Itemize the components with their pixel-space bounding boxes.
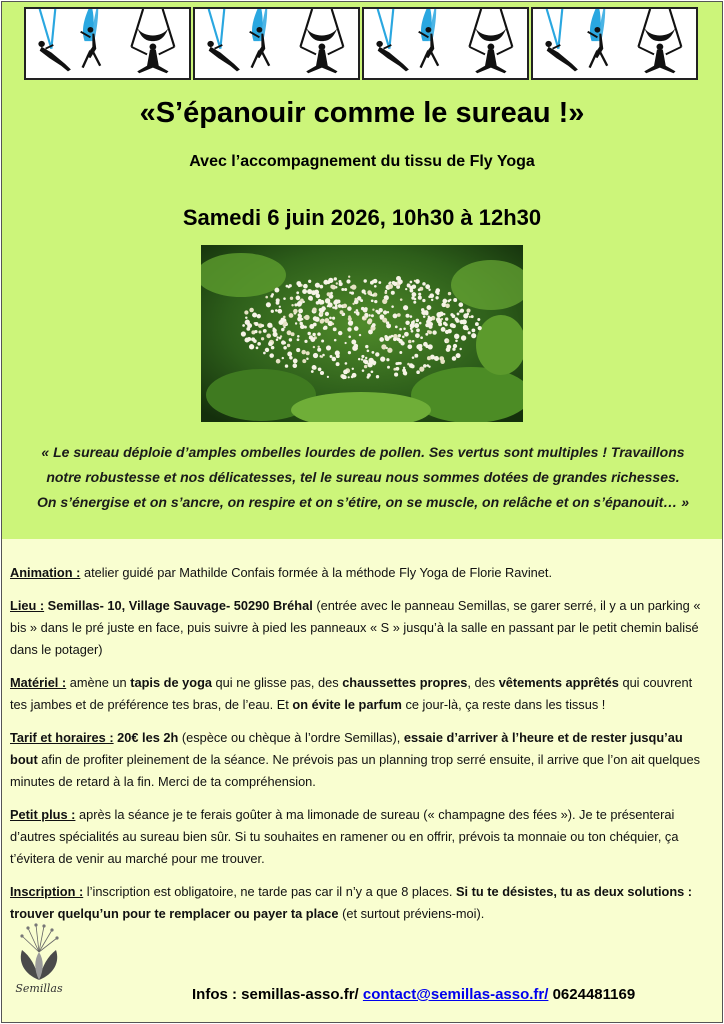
tarif-text: afin de profiter pleinement de la séance. Ne prévois pas un planning trop serré ensuite, il arrive que l’on ait quelques minutes de retard à la fin. Merci de ta compréhension. [10, 752, 701, 789]
semillas-logo [10, 922, 68, 1007]
flyer-page [1, 1, 723, 1023]
quote-line: « Le sureau déploie d’amples ombelles lourdes de pollen. Ses vertus sont multiples ! Travaillons [41, 444, 685, 460]
footer-phone: 0624481169 [548, 986, 636, 1003]
aerial-yoga-banner-icon [531, 7, 698, 80]
materiel-bold: tapis de yoga [130, 675, 212, 690]
semillas-logo-icon [10, 922, 68, 982]
inscription-bold: Si tu te désistes, tu as deux solutions : trouver quelqu’un pour te remplacer ou payer ta place [10, 884, 693, 921]
animation-paragraph [10, 562, 708, 584]
lieu-label: Lieu : [10, 598, 45, 613]
tarif-bold: essaie d’arriver à l’heure et de rester jusqu’au bout [10, 730, 683, 767]
materiel-paragraph [10, 672, 708, 716]
lieu-text: (entrée avec le panneau Semillas, se garer serré, il y a un parking « bis » dans le pré juste en face, puis suivre à pied les panneaux « S » jusqu’à la salle en passant par le petit chemin balisé dans le potager) [10, 598, 701, 657]
inscription-text: l’inscription est obligatoire, ne tarde pas car il n’y a que 8 places. [83, 884, 456, 899]
page-subtitle: Avec l’accompagnement du tissu de Fly Yoga [189, 153, 535, 170]
materiel-text: , des [467, 675, 499, 690]
tarif-text: (espèce ou chèque à l’ordre Semillas), [178, 730, 404, 745]
footer-website[interactable]: Infos : semillas-asso.fr/ [192, 986, 363, 1003]
lieu-paragraph [10, 595, 708, 661]
aerial-yoga-banner [24, 7, 698, 80]
quote-line: notre robustesse et nos délicatesses, tel le sureau nous sommes dotées de grandes richesses. [46, 469, 680, 485]
lieu-address: Semillas- 10, Village Sauvage- 50290 Bréhal [44, 598, 313, 613]
aerial-yoga-banner-icon [362, 7, 529, 80]
elderflower-photo [201, 245, 523, 422]
inscription-label: Inscription : [10, 884, 84, 899]
event-date: Samedi 6 juin 2026, 10h30 à 12h30 [182, 205, 542, 230]
materiel-text: ce jour-là, ça reste dans les tissus ! [401, 697, 606, 712]
inscription-text: (et surtout préviens-moi). [338, 906, 485, 921]
materiel-bold: chaussettes propres [342, 675, 468, 690]
aerial-yoga-banner-icon [24, 7, 191, 80]
logo-text: Semillas [15, 982, 63, 995]
quote-line: On s’énergise et on s’ancre, on respire et on s’étire, on se muscle, on relâche et on s’épanouit… » [37, 494, 689, 510]
animation-text: atelier guidé par Mathilde Confais formée à la méthode Fly Yoga de Florie Ravinet. [80, 565, 553, 580]
footer-email-link[interactable]: contact@semillas-asso.fr/ [362, 986, 549, 1003]
animation-label: Animation : [10, 565, 81, 580]
materiel-text: amène un [66, 675, 131, 690]
petitplus-text: après la séance je te ferais goûter à ma limonade de sureau (« champagne des fées »). Je te présenterai d’autres spécialités au sureau bien sûr. Si tu souhaites en ramener ou en offrir, prévois ta monnaie ou ton chéquier, ça t’évitera de venir au marché pour me trouver. [10, 807, 679, 866]
materiel-bold: vêtements apprêtés [498, 675, 619, 690]
materiel-text: qui ne glisse pas, des [212, 675, 343, 690]
tarif-price: 20€ les 2h [113, 730, 179, 745]
materiel-text: qui couvrent tes jambes et de préférence tes bras, de l’eau. Et [10, 675, 693, 712]
petitplus-label: Petit plus : [10, 807, 76, 822]
header-section [2, 2, 722, 539]
materiel-bold: on évite le parfum [292, 697, 402, 712]
quote-block [20, 440, 706, 515]
aerial-yoga-banner-icon [193, 7, 360, 80]
tarif-label: Tarif et horaires : [10, 730, 114, 745]
tarif-paragraph [10, 727, 708, 793]
petitplus-paragraph [10, 804, 708, 870]
footer-contact [192, 986, 635, 1003]
materiel-label: Matériel : [10, 675, 67, 690]
page-title: «S’épanouir comme le sureau !» [139, 97, 585, 129]
details-section [10, 562, 708, 936]
inscription-paragraph [10, 881, 708, 925]
